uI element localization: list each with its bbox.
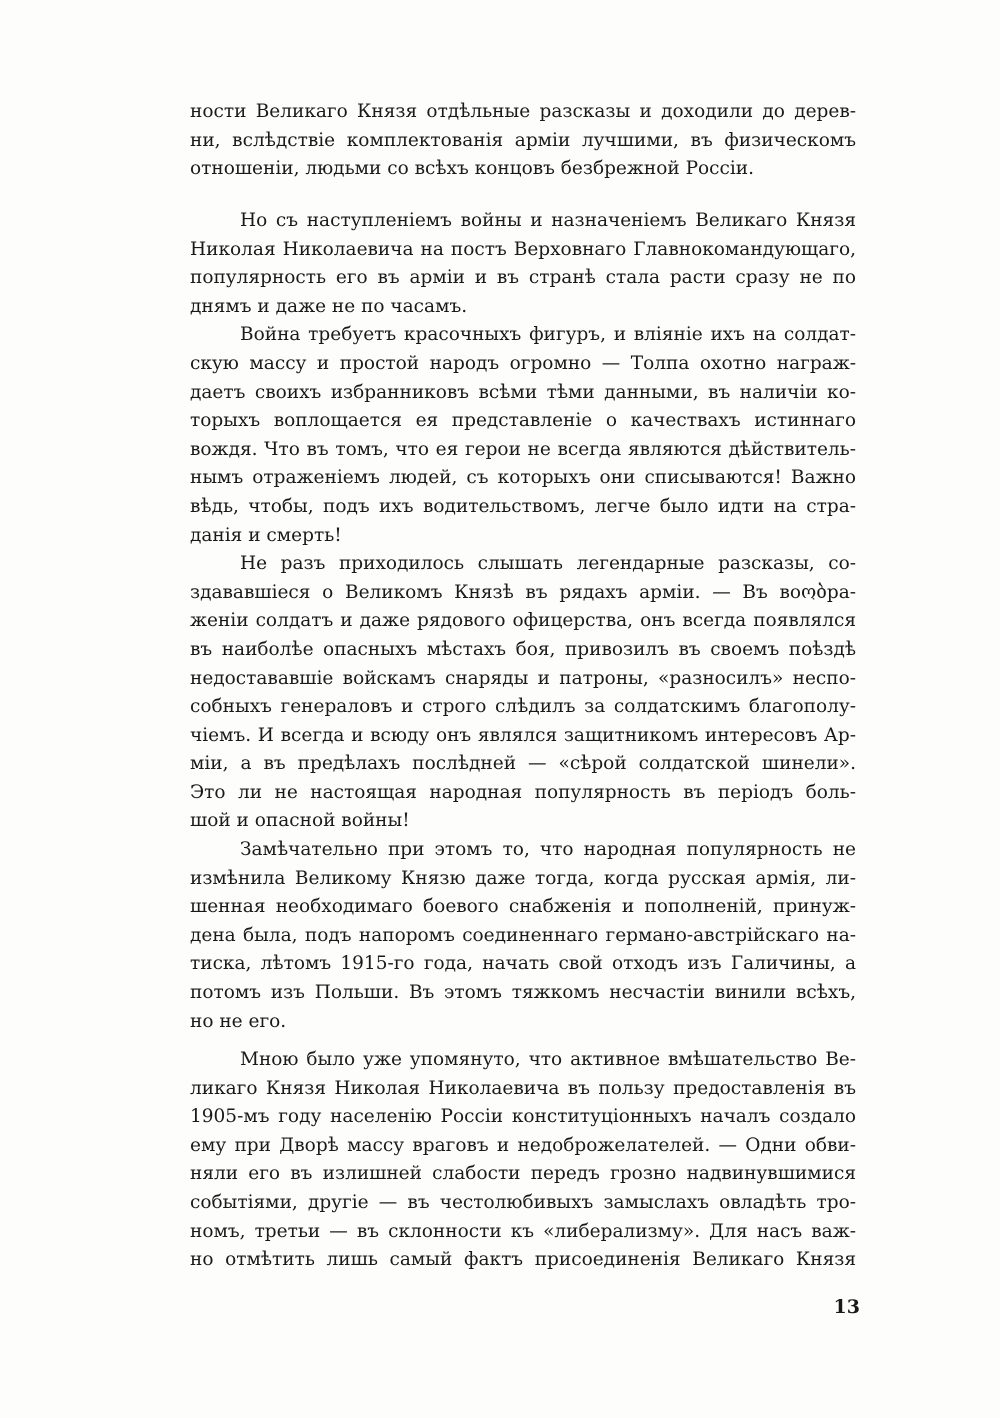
text-line: ни, вслѣдствіе комплектованія арміи лучшими, въ физическомъ	[190, 129, 856, 151]
paragraph-group-court	[190, 1046, 856, 1275]
text-line: шенная необходимаго боевого снабженія и пополненій, принуж-	[190, 896, 856, 918]
text-line: измѣнила Великому Князю даже тогда, когда русская армія, ли-	[190, 867, 856, 889]
text-line: Замѣчательно при этомъ то, что народная популярность не	[240, 839, 856, 861]
text-line: въ наиболѣе опасныхъ мѣстахъ боя, привозилъ въ своемъ поѣздѣ	[190, 638, 856, 660]
text-line: популярность его въ арміи и въ странѣ стала расти сразу не по	[190, 267, 856, 289]
text-line: событіями, другіе — въ честолюбивыхъ замыслахъ овладѣть тро-	[190, 1191, 856, 1213]
text-line: торыхъ воплощается ея представленіе о качествахъ истиннаго	[190, 410, 856, 432]
text-line: шой и опасной войны!	[190, 810, 410, 832]
text-line: недостававшіе войскамъ снаряды и патроны, «разносилъ» неспо-	[190, 667, 856, 689]
page-number: 13	[833, 1296, 860, 1318]
text-line: нымъ отраженіемъ людей, съ которыхъ они списываются! Важно	[190, 467, 856, 489]
text-line: Николая Николаевича на постъ Верховнаго Главнокомандующаго,	[190, 238, 856, 260]
text-line: днямъ и даже не по часамъ.	[190, 295, 468, 317]
text-line: даетъ своихъ избранниковъ всѣми тѣми данными, въ наличіи ко-	[190, 381, 856, 403]
paragraph-continued	[190, 98, 856, 184]
text-line: потомъ изъ Польши. Въ этомъ тяжкомъ несчастіи винили всѣхъ,	[190, 982, 856, 1004]
text-line: номъ, третьи — въ склонности къ «либерализму». Для насъ важ-	[190, 1220, 856, 1242]
text-line: женіи солдатъ и даже рядового офицерства, онъ всегда появлялся	[190, 610, 856, 632]
text-line: здававшіеся о Великомъ Князѣ въ рядахъ арміи. — Въ воობра-	[190, 581, 856, 603]
text-line: но отмѣтить лишь самый фактъ присоединенія Великаго Князя	[190, 1249, 856, 1271]
text-line: 1905-мъ году населенію Россіи конституціонныхъ началъ создало	[190, 1106, 856, 1128]
text-line: отношеніи, людьми со всѣхъ концовъ безбрежной Россіи.	[190, 158, 755, 180]
text-line: но не его.	[190, 1010, 287, 1032]
text-line: няли его въ излишней слабости передъ грозно надвинувшимися	[190, 1163, 856, 1185]
text-line: дена была, подъ напоромъ соединеннаго германо-австрійскаго на-	[190, 924, 856, 946]
text-line: данія и смерть!	[190, 524, 342, 546]
text-line: Война требуетъ красочныхъ фигуръ, и вліяніе ихъ на солдат-	[240, 324, 856, 346]
text-line: ему при Дворѣ массу враговъ и недоброжелателей. — Одни обви-	[190, 1134, 856, 1156]
text-line: вождя. Что въ томъ, что ея герои не всегда являются дѣйствитель-	[190, 438, 856, 460]
text-line: скую массу и простой народъ огромно — Толпа охотно награж-	[190, 352, 856, 374]
text-line: Но съ наступленіемъ войны и назначеніемъ Великаго Князя	[240, 210, 856, 231]
text-line: Это ли не настоящая народная популярность въ періодъ боль-	[190, 781, 856, 803]
text-line: чіемъ. И всегда и всюду онъ являлся защитникомъ интересовъ Ар-	[190, 724, 856, 746]
text-line: ности Великаго Князя отдѣльные разсказы и доходили до дерев-	[190, 101, 856, 122]
text-line: собныхъ генераловъ и строго слѣдилъ за солдатскимъ благополу-	[190, 696, 856, 718]
text-line: Мною было уже упомянуто, что активное вмѣшательство Ве-	[240, 1049, 856, 1070]
paragraph-group-war	[190, 207, 856, 1036]
text-line: тиска, лѣтомъ 1915-го года, начать свой отходъ изъ Галичины, а	[190, 953, 856, 975]
text-line: ликаго Князя Николая Николаевича въ пользу предоставленія въ	[190, 1077, 856, 1099]
text-line: Не разъ приходилось слышать легендарные разсказы, со-	[240, 553, 856, 575]
text-line: міи, а въ предѣлахъ послѣдней — «сѣрой солдатской шинели».	[190, 753, 856, 775]
text-line: вѣдь, чтобы, подъ ихъ водительствомъ, легче было идти на стра-	[190, 495, 856, 517]
